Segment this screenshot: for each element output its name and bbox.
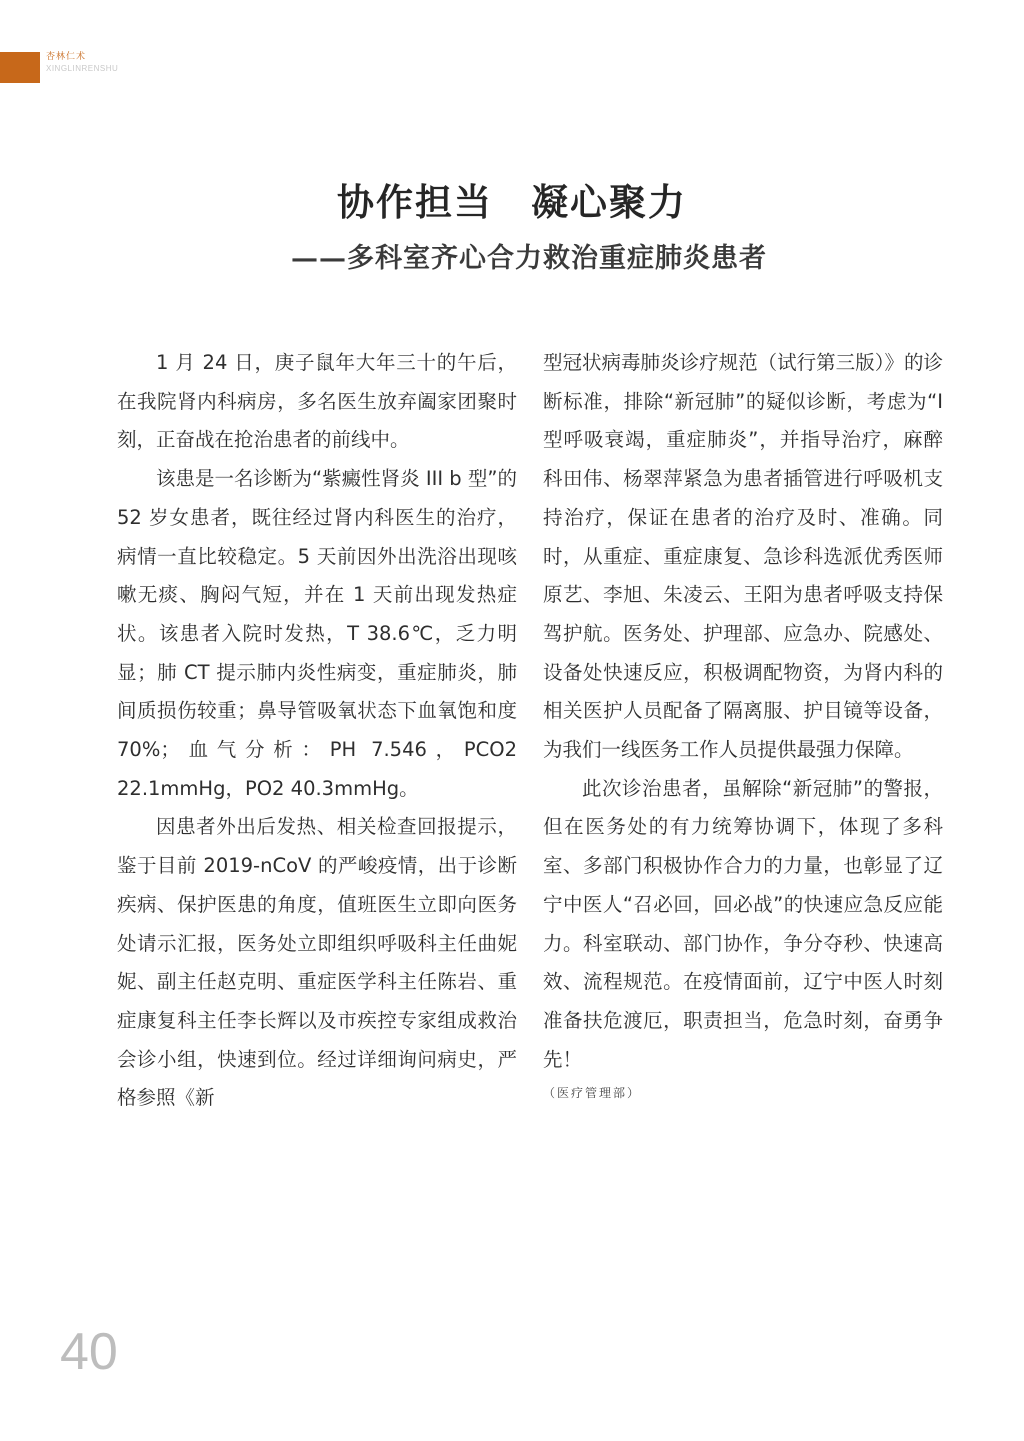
paragraph: 因患者外出后发热、相关检查回报提示，鉴于目前 2019-nCoV 的严峻疫情，出于诊断疾病、保护医患的角度，值班医生立即向医务处请示汇报，医务处立即组织呼吸科主任曲妮妮、副主任赵克明、重症医学科主任陈岩、重症康复科主任李长辉以及市疾控专家组成救治会诊小组，快速到位。经过详细询问病史，严格参照《新 [117,815,517,1110]
right-column [543,344,943,1107]
paragraph: 该患是一名诊断为“紫癜性肾炎 III b 型”的 52 岁女患者，既往经过肾内科医生的治疗，病情一直比较稳定。5 天前因外出洗浴出现咳嗽无痰、胸闷气短，并在 1 天前出现发热症状。该患者入院时发热，T 38.6℃，乏力明显；肺 CT 提示肺内炎性病变，重症肺炎，肺间质损伤较重；鼻导管吸氧状态下血氧饱和度 70%；血气分析：PH 7.546，PCO2 22.1mmHg，PO2 40.3mmHg。 [117,467,517,800]
section-title-en: XINGLINRENSHU [46,63,119,73]
title-part-1: 协作担当 [337,180,493,224]
paragraph: 1 月 24 日，庚子鼠年大年三十的午后，在我院肾内科病房，多名医生放弃阖家团聚时刻，正奋战在抢治患者的前线中。 [117,351,517,452]
paragraph: 此次诊治患者，虽解除“新冠肺”的警报， 但在医务处的有力统筹协调下，体现了多科室、多部门积极协作合力的力量，也彰显了辽宁中医人“召必回，回必战”的快速应急反应能力。科室联动、部门协作，争分夺秒、快速高效、流程规范。在疫情面前，辽宁中医人时刻准备扶危渡厄，职责担当，危急时刻，奋勇争先！ [543,776,943,1071]
title-part-2: 凝心聚力 [531,180,687,224]
running-header [46,53,118,74]
article-source: （医疗管理部） [543,1086,642,1101]
paragraph: 型冠状病毒肺炎诊疗规范（试行第三版）》的诊断标准，排除“新冠肺”的疑似诊断，考虑为“I 型呼吸衰竭，重症肺炎”，并指导治疗，麻醉科田伟、杨翠萍紧急为患者插管进行呼吸机支持治疗，保证在患者的治疗及时、准确。同时，从重症、重症康复、急诊科选派优秀医师原艺、李旭、朱凌云、王阳为患者呼吸支持保驾护航。医务处、护理部、应急办、院感处、设备处快速反应，积极调配物资，为肾内科的相关医护人员配备了隔离服、护目镜等设备，为我们一线医务工作人员提供最强力保障。 [543,351,943,762]
article-title [0,172,1024,226]
section-title-cn: 杏林仁术 [46,52,87,62]
section-tab-marker [0,52,40,83]
left-column [117,344,517,1118]
page-number: 40 [60,1323,118,1381]
article-subtitle: ——多科室齐心合力救治重症肺炎患者 [291,243,767,274]
